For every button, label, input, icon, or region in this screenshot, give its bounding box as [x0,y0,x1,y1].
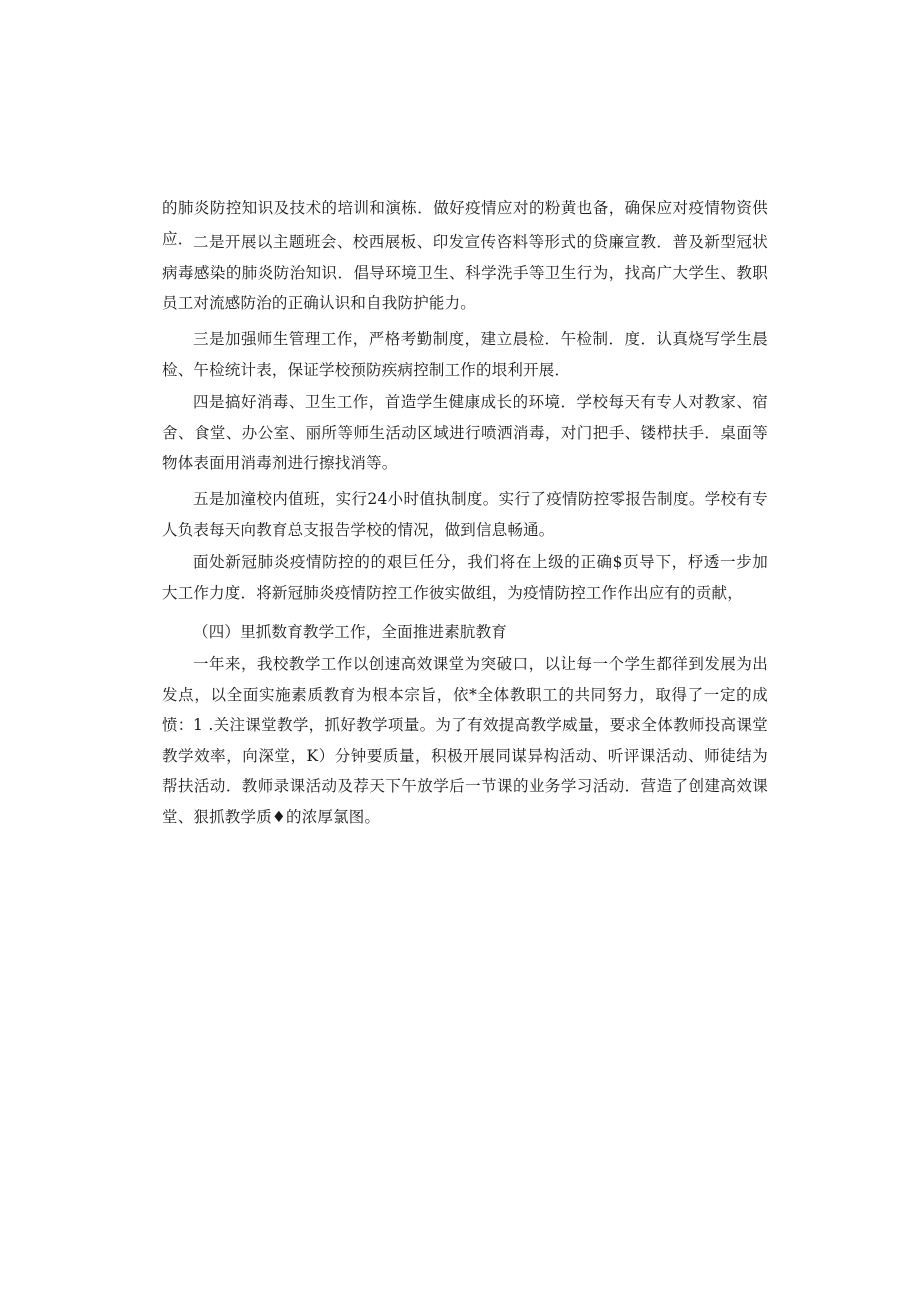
paragraph-staff-management: 三是加强师生管理工作，严格考勤制度，建立晨检．午检制．度．认真烧写学生晨检、午检统计表，保证学校预防疾病控制工作的垠利开展． [162,330,768,379]
paragraph-duty-schedule: 五是加潼校内值班，实行24小时值执制度。实行了疫情防控零报告制度。学校有专人负表每天向教育总支报告学校的情况，做到信息畅通。 [162,490,768,539]
paragraph-classroom-teaching: 1 .关注课堂教学，抓好教学项量。为了有效提高教学威量，要求全体教师投高课堂教学效率，向深堂，K）分钟要质量，积极开展同谋异构活动、听评课活动、师徒结为帮扶活动．教师录课活动及荐天下午放学后一节课的业务学习活动．营造了创建高效课堂、狠抓教学质♦的浓厚氯图。 [162,716,768,826]
paragraph-epidemic-training: 的肺炎防控知识及技术的培训和演栋．做好疫情应对的粉黄也备，确保应对疫情物资供应． [162,199,768,248]
paragraph-teaching-summary: 一年来，我校教学工作以创速高效课堂为突破口，以让每一个学生都徉到发展为出发点，以全面实施素质教育为根本宗旨，依*全体教职工的共同努力，取得了一定的成愤： [162,655,768,734]
paragraph-disinfection: 四是搞好消毒、卫生工作，首造学生健康成长的环境．学校每天有专人对教家、宿舍、食堂、办公室、丽所等师生活动区域进行喷洒消毒，对门把手、镂栉扶手．桌面等物体表面用消毒剂进行擦找消等。 [162,393,768,472]
section-heading-teaching: （四）里抓数育教学工作，全面推进素肮教育 [193,623,508,641]
paragraph-future-commitment: 面处新冠肺炎疫情防控的的艰巨任分，我们将在上级的正确$页导下，杼透一步加大工作力度．将新冠肺炎疫情防控工作彼实做组，为疫情防控工作作出应有的贡献， [162,553,768,602]
paragraph-education-promotion: 二是开展以主题班会、校西展板、印发宣传咨料等形式的贷廉宣教．普及新型冠状病毒感染的肺炎防治知识．倡导环境卫生、科学洗手等卫生行为，找高广大学生、教职员工对流感防治的正确认识和自我防护能力。 [162,233,768,312]
